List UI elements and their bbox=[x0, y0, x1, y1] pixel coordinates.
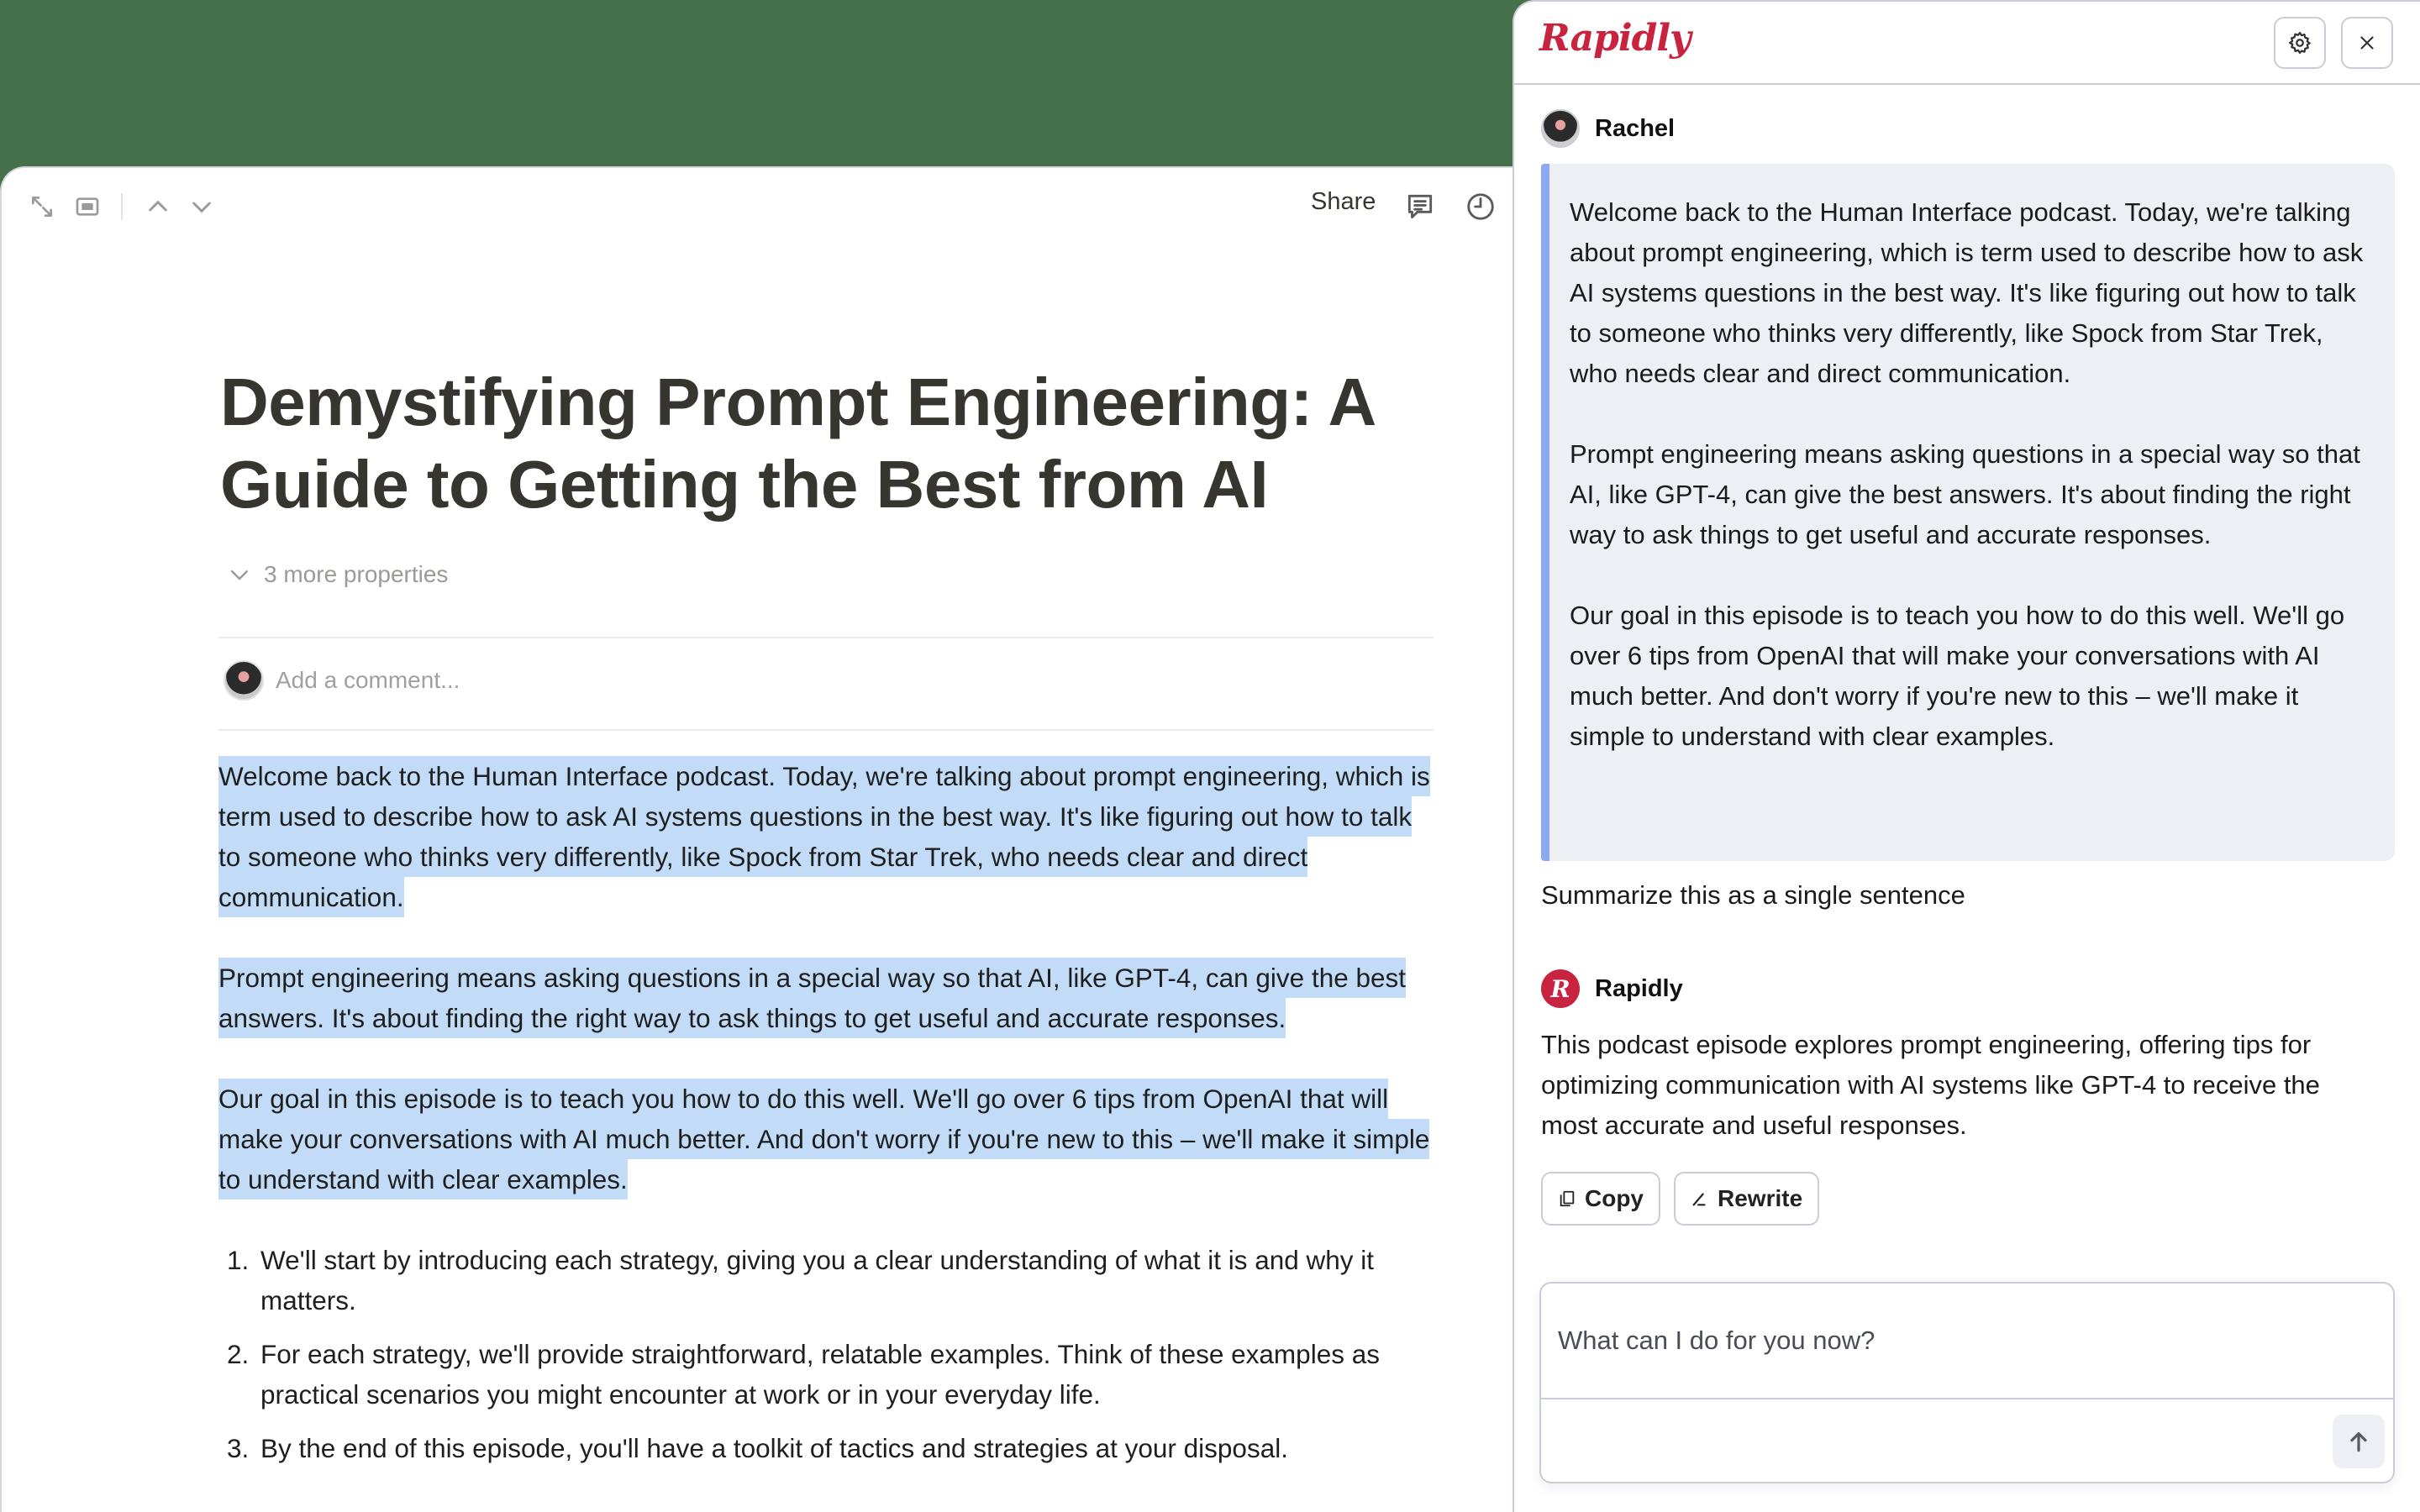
quoted-text-block bbox=[1541, 164, 2395, 861]
fullscreen-icon[interactable] bbox=[71, 190, 104, 223]
add-comment-row[interactable] bbox=[224, 660, 460, 701]
panel-header bbox=[1514, 2, 2420, 85]
response-actions bbox=[1541, 1172, 1819, 1226]
divider bbox=[218, 637, 1434, 638]
user-message-header bbox=[1541, 109, 1675, 148]
numbered-list bbox=[218, 1240, 1437, 1468]
rapidly-logo: Rapidly bbox=[1539, 17, 1691, 60]
copy-button[interactable] bbox=[1541, 1172, 1660, 1226]
avatar bbox=[224, 660, 264, 701]
share-button[interactable]: Share bbox=[1311, 188, 1376, 215]
user-name: Rachel bbox=[1595, 114, 1676, 142]
quoted-paragraph: Welcome back to the Human Interface podcast. Today, we're talking about prompt engineering, which is term used to describe how to ask AI systems questions in the best way. It's like figuring out how to talk to someone who thinks very differently, like Spock from Star Trek, who needs clear and direct communication. bbox=[1570, 197, 2364, 388]
prompt-input[interactable] bbox=[1541, 1284, 2393, 1399]
copy-label: Copy bbox=[1585, 1185, 1644, 1211]
quoted-paragraph: Our goal in this episode is to teach you how to do this well. We'll go over 6 tips from OpenAI that will make your conversations with AI much better. And don't worry if you're new to this – we'll make it simple to understand with clear examples. bbox=[1570, 601, 2345, 751]
quoted-paragraph: Prompt engineering means asking questions in a special way so that AI, like GPT-4, can give the best answers. It's about finding the right way to ask things to get useful and accurate responses. bbox=[1570, 439, 2360, 549]
divider bbox=[218, 729, 1434, 731]
assistant-response: This podcast episode explores prompt engineering, offering tips for optimizing communication with AI systems like GPT-4 to receive the most accurate and useful responses. bbox=[1541, 1030, 2320, 1140]
comments-icon[interactable] bbox=[1403, 190, 1437, 223]
rapidly-avatar-icon: R bbox=[1541, 969, 1580, 1008]
user-prompt: Summarize this as a single sentence bbox=[1541, 880, 1965, 910]
composer bbox=[1539, 1282, 2395, 1483]
list-item[interactable]: We'll start by introducing each strategy, giving you a clear understanding of what it is and why it matters. bbox=[260, 1245, 1375, 1315]
chevron-down-icon[interactable] bbox=[185, 190, 218, 223]
chevron-up-icon[interactable] bbox=[141, 190, 175, 223]
paragraph[interactable] bbox=[218, 958, 1437, 1038]
selected-text[interactable]: Prompt engineering means asking questions in a special way so that AI, like GPT-4, can give the best answers. It's about finding the right way to ask things to get useful and accurate responses. bbox=[218, 958, 1406, 1038]
more-properties-toggle[interactable] bbox=[227, 561, 448, 588]
rewrite-label: Rewrite bbox=[1718, 1185, 1803, 1211]
settings-button[interactable] bbox=[2274, 17, 2326, 69]
selected-text[interactable]: Our goal in this episode is to teach you how to do this well. We'll go over 6 tips from OpenAI that will make your conversations with AI much better. And don't worry if you're new to this – we'll make it simple to understand with clear examples. bbox=[218, 1079, 1429, 1200]
more-properties-label: 3 more properties bbox=[264, 561, 449, 587]
paragraph[interactable] bbox=[218, 756, 1437, 917]
paragraph[interactable] bbox=[218, 1079, 1437, 1200]
send-button[interactable] bbox=[2333, 1415, 2385, 1468]
history-icon[interactable] bbox=[1464, 190, 1497, 223]
document-panel bbox=[0, 166, 1514, 1512]
avatar bbox=[1541, 109, 1580, 148]
chevron-down-icon bbox=[227, 562, 252, 587]
assistant-panel bbox=[1512, 0, 2420, 1512]
close-button[interactable] bbox=[2341, 17, 2393, 69]
arrow-up-icon bbox=[2345, 1428, 2372, 1455]
list-item[interactable]: For each strategy, we'll provide straightforward, relatable examples. Think of these examples as practical scenarios you might encounter at work or in your everyday life. bbox=[260, 1339, 1380, 1410]
document-body[interactable] bbox=[218, 756, 1437, 1482]
page-title[interactable]: Demystifying Prompt Engineering: A Guide to Getting the Best from AI bbox=[220, 365, 1374, 522]
gear-icon bbox=[2287, 30, 2312, 55]
copy-icon bbox=[1558, 1189, 1576, 1208]
add-comment-input[interactable]: Add a comment... bbox=[276, 667, 460, 693]
toolbar-divider bbox=[121, 193, 123, 220]
list-item[interactable]: By the end of this episode, you'll have a toolkit of tactics and strategies at your disposal. bbox=[260, 1433, 1288, 1463]
assistant-message-header bbox=[1541, 969, 1683, 1008]
assistant-name: Rapidly bbox=[1595, 974, 1683, 1002]
expand-icon[interactable] bbox=[25, 190, 59, 223]
selected-text[interactable]: Welcome back to the Human Interface podcast. Today, we're talking about prompt engineering, which is term used to describe how to ask AI systems questions in the best way. It's like figuring out how to talk to someone who thinks very differently, like Spock from Star Trek, who needs clear and direct communication. bbox=[218, 756, 1430, 917]
close-icon bbox=[2356, 32, 2378, 54]
pencil-icon bbox=[1691, 1189, 1709, 1208]
rewrite-button[interactable] bbox=[1674, 1172, 1819, 1226]
document-toolbar bbox=[2, 168, 1514, 244]
